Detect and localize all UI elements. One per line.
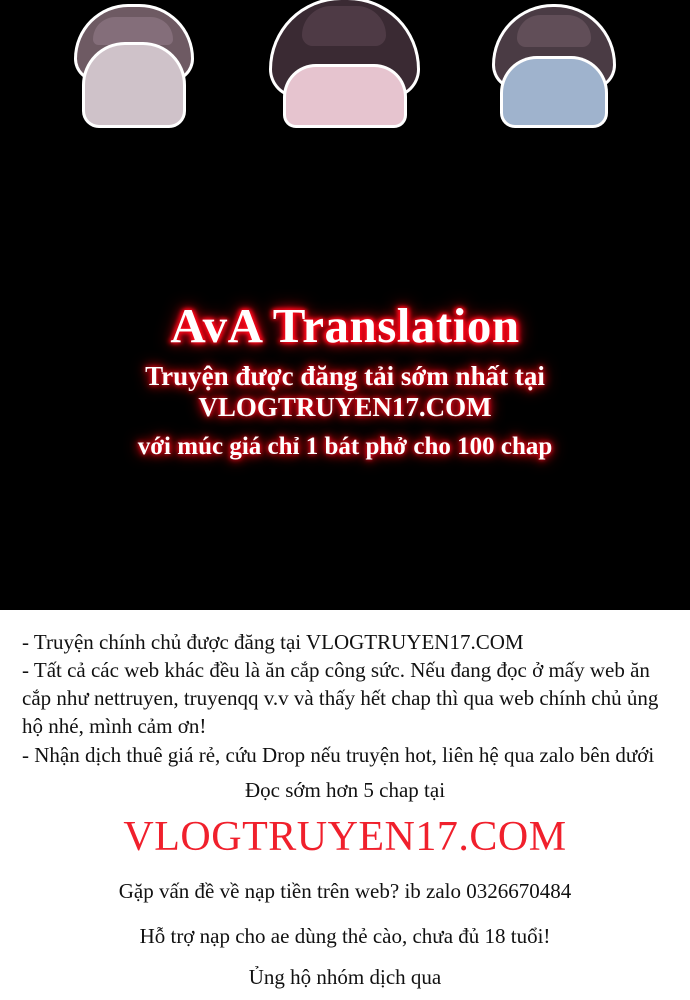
note-line-1: - Truyện chính chủ được đăng tại VLOGTRUYEN17.COM	[22, 630, 524, 654]
site-url-link[interactable]: VLOGTRUYEN17.COM	[123, 813, 567, 860]
watermark-subtitle: Truyện được đăng tải sớm nhất tại VLOGTRUYEN17.COM	[145, 360, 545, 422]
support-line-2: Hỗ trợ nạp cho ae dùng thẻ cào, chưa đủ 18 tuổi!	[139, 923, 551, 948]
note-line-2: - Tất cả các web khác đều là ăn cắp công sức. Nếu đang đọc ở mấy web ăn cắp như nettruyen, truyenqq v.v và thấy hết chap thì qua web chính chủ ủng hộ nhé, mình cảm ơn!	[22, 658, 659, 739]
support-line-3: Ủng hộ nhóm dịch qua	[248, 964, 442, 989]
comic-figures-group	[0, 0, 690, 125]
comic-figure-left	[75, 7, 195, 125]
info-block	[0, 610, 690, 990]
figure-right-body	[503, 59, 605, 125]
note-line-3: - Nhận dịch thuê giá rẻ, cứu Drop nếu truyện hot, liên hệ qua zalo bên dưới	[22, 742, 655, 767]
figure-center-body	[286, 67, 404, 125]
read-early-label: Đọc sớm hơn 5 chap tại	[244, 777, 446, 802]
watermark-block	[0, 300, 690, 462]
comic-figure-center	[272, 0, 417, 125]
notes-list	[0, 628, 690, 769]
support-line-1: Gặp vấn đề về nạp tiền trên web? ib zalo 0326670484	[118, 878, 572, 903]
watermark-title: AvA Translation	[170, 298, 520, 353]
watermark-price-line: với múc giá chỉ 1 bát phở cho 100 chap	[137, 433, 553, 460]
figure-left-body	[85, 45, 183, 125]
comic-figure-right	[495, 7, 615, 125]
